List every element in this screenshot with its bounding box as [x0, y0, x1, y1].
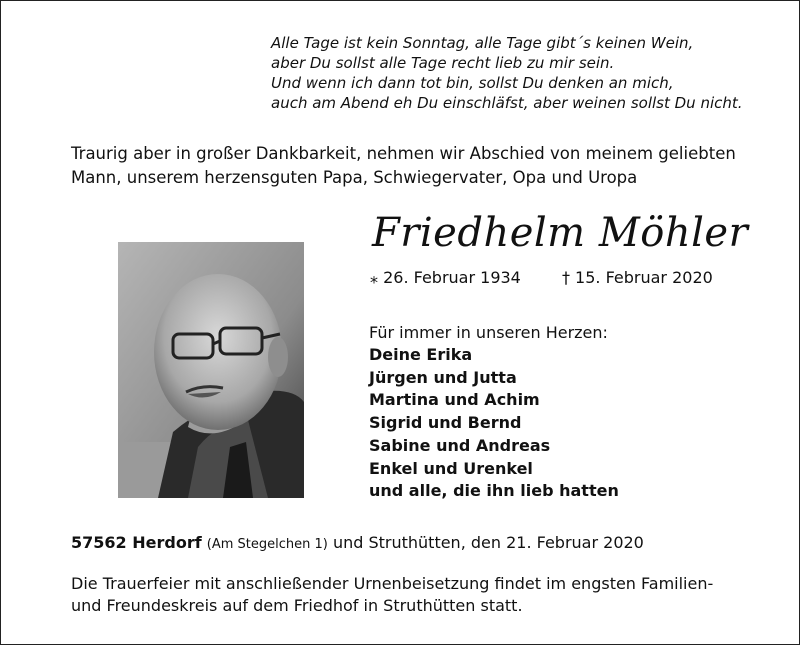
- intro-line: Traurig aber in großer Dankbarkeit, nehmen wir Abschied von meinem geliebten: [71, 144, 736, 163]
- portrait-photo: [118, 242, 304, 498]
- intro-text: [71, 142, 771, 190]
- place-and-date: [71, 532, 644, 556]
- funeral-line: Die Trauerfeier mit anschließender Urnenbeisetzung findet im engsten Familien-: [71, 574, 714, 593]
- street-address: (Am Stegelchen 1): [206, 537, 328, 552]
- mourner-name: Sabine und Andreas: [369, 435, 551, 455]
- poem-line: auch am Abend eh Du einschläfst, aber weinen sollst Du nicht.: [271, 94, 743, 112]
- mourner-name: Enkel und Urenkel: [369, 458, 533, 478]
- life-dates: [370, 267, 713, 289]
- poem-line: Alle Tage ist kein Sonntag, alle Tage gibt´s keinen Wein,: [271, 34, 694, 52]
- mourner-name: und alle, die ihn lieb hatten: [369, 481, 619, 501]
- mourner-name: Deine Erika: [369, 345, 473, 364]
- deceased-name: Friedhelm Möhler: [372, 210, 749, 256]
- mourner-name: Martina und Achim: [369, 390, 540, 410]
- mourners-list: [369, 344, 619, 503]
- funeral-notice: [71, 573, 771, 617]
- birth-date: ⁎ 26. Februar 1934: [370, 268, 521, 287]
- funeral-line: und Freundeskreis auf dem Friedhof in Struthütten statt.: [71, 596, 523, 615]
- death-date: † 15. Februar 2020: [561, 268, 713, 287]
- place-date-rest: und Struthütten, den 21. Februar 2020: [332, 533, 644, 552]
- mourners-heading: Für immer in unseren Herzen:: [369, 323, 608, 342]
- poem-line: aber Du sollst alle Tage recht lieb zu mir sein.: [271, 54, 615, 72]
- mourner-name: Jürgen und Jutta: [369, 367, 517, 387]
- postal-city: 57562 Herdorf: [71, 533, 202, 552]
- intro-line: Mann, unserem herzensguten Papa, Schwiegervater, Opa und Uropa: [71, 168, 638, 187]
- poem-line: Und wenn ich dann tot bin, sollst Du denken an mich,: [271, 74, 674, 92]
- poem: [271, 33, 771, 113]
- mourner-name: Sigrid und Bernd: [369, 413, 522, 433]
